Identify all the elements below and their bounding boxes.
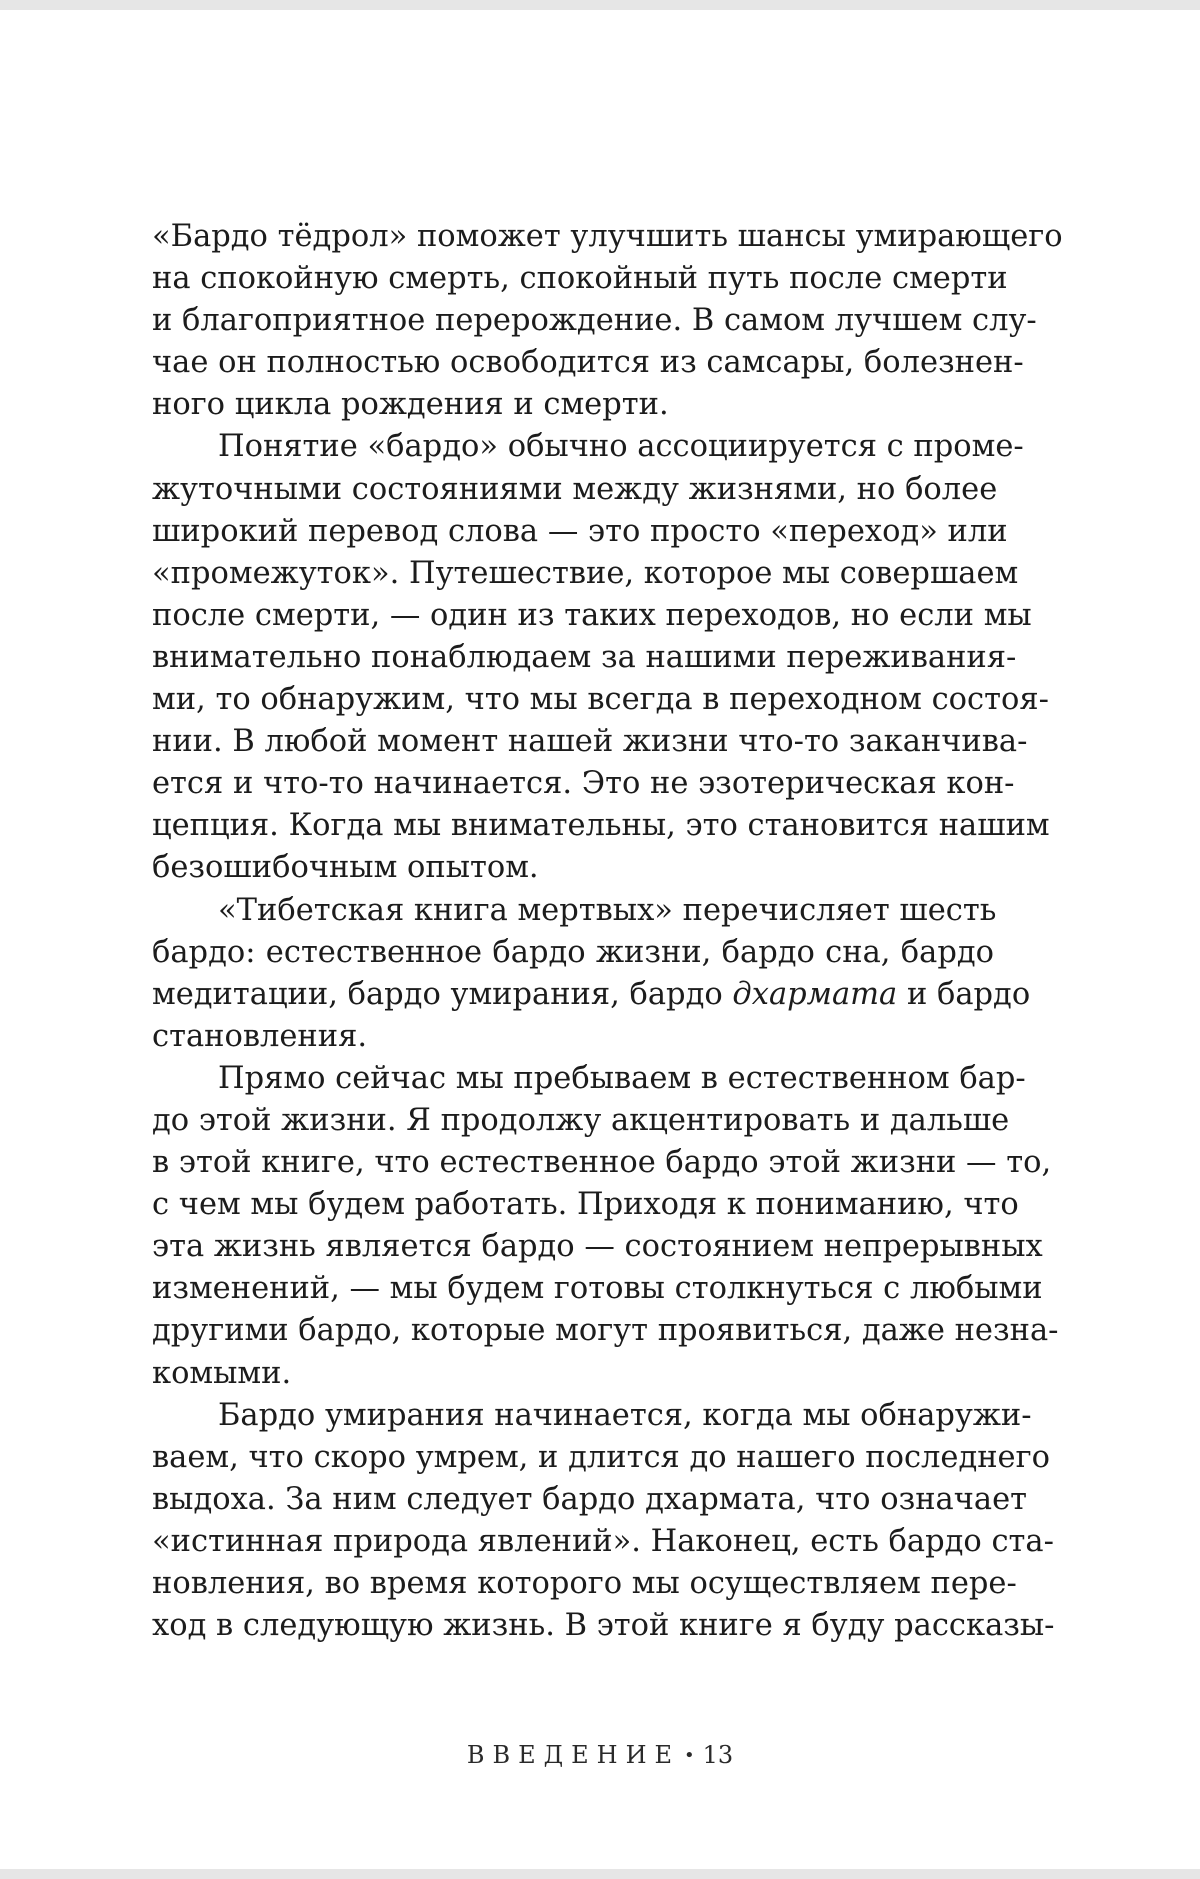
text-line: становления. (152, 1018, 368, 1054)
paragraph-1 (152, 216, 1063, 426)
text-line: внимательно понаблюдаем за нашими переживания- (152, 639, 1017, 675)
text-line: новления, во время которого мы осуществляем пере- (152, 1566, 1017, 1601)
text-line: ного цикла рождения и смерти. (152, 387, 669, 423)
text-line: Бардо умирания начинается, когда мы обнаружи- (218, 1397, 1032, 1433)
body-text (152, 216, 1063, 1647)
book-page (0, 10, 1200, 1869)
text-line: нии. В любой момент нашей жизни что-то заканчива- (152, 724, 1028, 760)
text-line: ми, то обнаружим, что мы всегда в переходном состоя- (152, 682, 1049, 718)
text-line: «Бардо тёдрол» поможет улучшить шансы умирающего (152, 219, 1063, 254)
paragraph-2 (152, 426, 1050, 889)
text-line: «истинная природа явлений». Наконец, есть бардо ста- (152, 1523, 1054, 1559)
text-line: бардо: естественное бардо жизни, бардо сна, бардо (152, 934, 994, 970)
text-line: цепция. Когда мы внимательны, это становится нашим (152, 808, 1050, 844)
text-run: и бардо (897, 976, 1031, 1012)
text-run: медитации, бардо умирания, бардо (152, 976, 733, 1012)
text-line (152, 974, 1031, 1016)
text-line: эта жизнь является бардо — состоянием непрерывных (152, 1229, 1043, 1265)
separator-dot: • (684, 1745, 695, 1766)
text-line: и благоприятное перерождение. В самом лучшем слу- (152, 303, 1037, 339)
text-line: в этой книге, что естественное бардо этой жизни — то, (152, 1145, 1052, 1181)
text-line: ется и что-то начинается. Это не эзотерическая кон- (152, 766, 1015, 802)
text-line: комыми. (152, 1355, 292, 1391)
italic-term: дхармата (732, 976, 898, 1012)
text-line: ваем, что скоро умрем, и длится до нашего последнего (152, 1439, 1050, 1475)
paragraph-5 (152, 1395, 1055, 1648)
text-line: другими бардо, которые могут проявиться, даже незна- (152, 1313, 1059, 1349)
paragraph-3 (152, 890, 1031, 1058)
text-line: широкий перевод слова — это просто «переход» или (152, 513, 1008, 549)
text-line: выдоха. За ним следует бардо дхармата, что означает (152, 1481, 1027, 1517)
text-line: изменений, — мы будем готовы столкнуться с любыми (152, 1271, 1043, 1307)
text-line: с чем мы будем работать. Приходя к пониманию, что (152, 1187, 1019, 1223)
text-line: «Тибетская книга мертвых» перечисляет шесть (218, 892, 997, 928)
text-line: Прямо сейчас мы пребываем в естественном бар- (218, 1060, 1026, 1096)
text-line: жуточными состояниями между жизнями, но более (152, 471, 998, 507)
text-line: после смерти, — один из таких переходов, но если мы (152, 597, 1032, 633)
text-line: Понятие «бардо» обычно ассоциируется с проме- (218, 429, 1024, 465)
text-line: на спокойную смерть, спокойный путь после смерти (152, 261, 1008, 297)
paragraph-4 (152, 1058, 1059, 1395)
text-line: чае он полностью освободится из самсары, болезнен- (152, 345, 1024, 381)
page-number: 13 (702, 1741, 734, 1769)
text-line: до этой жизни. Я продолжу акцентировать и дальше (152, 1102, 1010, 1138)
section-title: ВВЕДЕНИЕ (466, 1741, 681, 1769)
text-line: «промежуток». Путешествие, которое мы совершаем (152, 555, 1019, 591)
text-line: безошибочным опытом. (152, 850, 539, 886)
text-line: ход в следующую жизнь. В этой книге я буду рассказы- (152, 1608, 1055, 1644)
running-footer (0, 1740, 1200, 1773)
